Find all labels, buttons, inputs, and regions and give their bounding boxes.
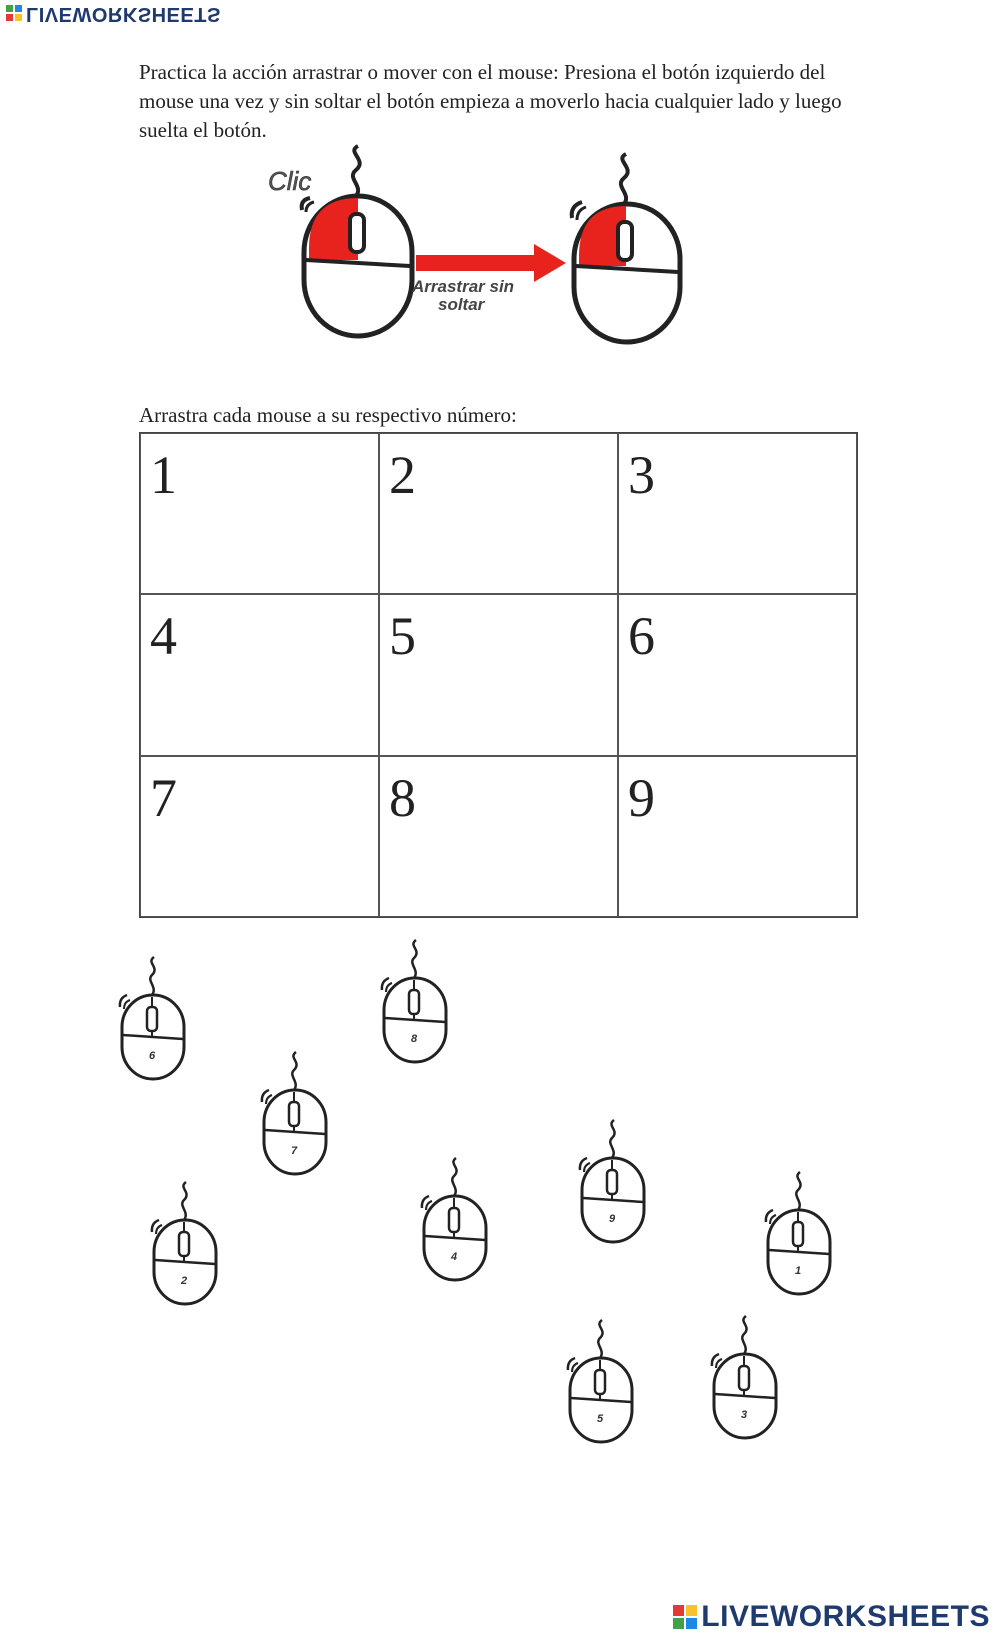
drop-zone-number: 2 [389, 445, 416, 505]
number-drop-grid [139, 432, 858, 918]
draggable-mouse-3[interactable] [702, 1314, 786, 1442]
mouse-icon [142, 1180, 226, 1308]
draggable-mouse-2[interactable] [142, 1180, 226, 1308]
draggable-mouse-7[interactable] [252, 1050, 336, 1178]
logo-mark-icon [6, 6, 22, 22]
mouse-number-label: 4 [450, 1251, 458, 1263]
drop-zone-7[interactable] [140, 756, 379, 917]
mouse-number-label: 6 [148, 1050, 156, 1062]
mouse-icon [702, 1314, 786, 1442]
drop-zone-4[interactable] [140, 594, 379, 755]
liveworksheets-logo-bottom [673, 1600, 990, 1634]
mouse-drag-icon [572, 154, 680, 342]
drag-demo-illustration [260, 140, 730, 360]
drop-zone-number: 1 [150, 445, 177, 505]
logo-mark-icon [673, 1605, 697, 1629]
mouse-icon [558, 1318, 642, 1446]
mouse-icon [570, 1118, 654, 1246]
mouse-icon [412, 1156, 496, 1284]
drop-zone-number: 8 [389, 767, 416, 828]
liveworksheets-logo-top [6, 2, 221, 25]
draggable-mouse-6[interactable] [110, 955, 194, 1083]
draggable-mouse-5[interactable] [558, 1318, 642, 1446]
mouse-icon [756, 1170, 840, 1298]
drop-zone-number: 4 [150, 606, 177, 667]
drop-zone-3[interactable] [618, 433, 857, 594]
instructions-text: Practica la acción arrastrar o mover con el mouse: Presiona el botón izquierdo del mouse una vez y sin soltar el botón empieza a moverlo hacia cualquier lado y luego suelta el botón. [139, 60, 842, 142]
drop-zone-9[interactable] [618, 756, 857, 917]
drop-zone-5[interactable] [379, 594, 618, 755]
mouse-icon [252, 1050, 336, 1178]
draggable-mouse-4[interactable] [412, 1156, 496, 1284]
drop-zone-number: 6 [628, 606, 655, 667]
mouse-icon [372, 938, 456, 1066]
drop-zone-1[interactable] [140, 433, 379, 594]
draggable-mouse-1[interactable] [756, 1170, 840, 1298]
drop-zone-6[interactable] [618, 594, 857, 755]
drop-zone-number: 9 [628, 767, 655, 828]
mouse-number-label: 3 [740, 1409, 748, 1421]
mouse-icon [110, 955, 194, 1083]
logo-text-top: LIVEWORKSHEETS [26, 3, 221, 25]
mouse-number-label: 1 [794, 1265, 802, 1277]
drop-zone-8[interactable] [379, 756, 618, 917]
drop-zone-number: 3 [628, 445, 655, 505]
drop-zone-number: 7 [150, 767, 177, 828]
logo-text-bottom: LIVEWORKSHEETS [701, 1600, 990, 1633]
draggable-mouse-9[interactable] [570, 1118, 654, 1246]
click-label: Clic [268, 166, 312, 196]
mouse-number-label: 8 [410, 1033, 418, 1045]
mouse-click-icon [302, 146, 412, 336]
drop-zone-number: 5 [389, 606, 416, 667]
draggable-mouse-8[interactable] [372, 938, 456, 1066]
drag-label-line1: Arrastrar sin [412, 277, 515, 296]
mouse-number-label: 7 [290, 1145, 298, 1157]
mouse-number-label: 9 [608, 1213, 616, 1225]
drag-label-line2: soltar [438, 295, 485, 314]
mouse-number-label: 2 [180, 1275, 188, 1287]
drag-instruction-subtitle: Arrastra cada mouse a su respectivo número: [139, 403, 517, 427]
mouse-number-label: 5 [596, 1413, 604, 1425]
drop-zone-2[interactable] [379, 433, 618, 594]
